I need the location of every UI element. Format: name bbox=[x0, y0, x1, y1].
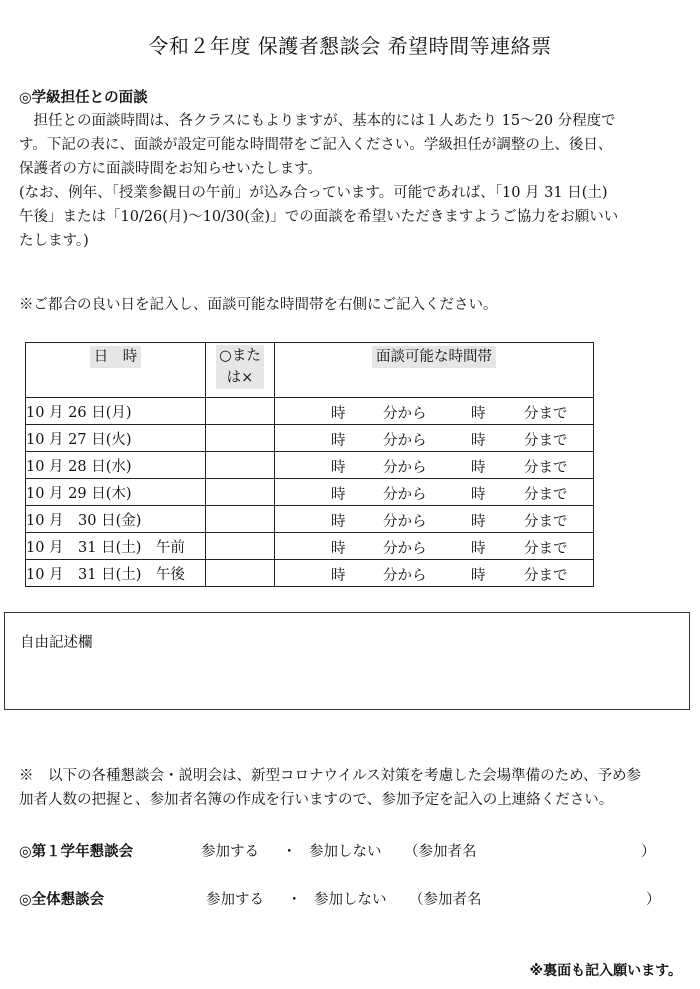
description-line: 保護者の方に面談時間をお知らせいたします。 bbox=[19, 161, 322, 177]
minute-until-label: 分まで bbox=[524, 433, 568, 449]
footer-note: ※裏面も記入願います。 bbox=[529, 963, 682, 979]
minute-until-label: 分まで bbox=[524, 460, 568, 476]
minute-from-label: 分から bbox=[383, 487, 427, 503]
date-cell: 10 月 29 日(木) bbox=[26, 479, 206, 506]
schedule-table bbox=[25, 342, 594, 587]
time-cell[interactable] bbox=[275, 506, 594, 533]
table-row bbox=[26, 479, 594, 506]
hour-from-label: 時 bbox=[331, 460, 346, 476]
time-cell[interactable] bbox=[275, 479, 594, 506]
hour-until-label: 時 bbox=[471, 514, 486, 530]
option-separator: ・ bbox=[282, 844, 297, 860]
free-description-label: 自由記述欄 bbox=[20, 635, 93, 651]
description-line: 担任との面談時間は、各クラスにもよりますが、基本的には１人あたり 15〜20 分程度で bbox=[19, 113, 616, 129]
minute-until-label: 分まで bbox=[524, 406, 568, 422]
time-cell[interactable] bbox=[275, 398, 594, 425]
event-name: ◎全体懇談会 bbox=[19, 892, 105, 908]
minute-until-label: 分まで bbox=[524, 541, 568, 557]
hour-until-label: 時 bbox=[471, 460, 486, 476]
table-row bbox=[26, 560, 594, 587]
minute-from-label: 分から bbox=[383, 433, 427, 449]
hour-from-label: 時 bbox=[331, 406, 346, 422]
option-separator: ・ bbox=[287, 892, 302, 908]
minute-until-label: 分まで bbox=[524, 568, 568, 584]
date-cell: 10 月 31 日(土) 午前 bbox=[26, 533, 206, 560]
date-cell: 10 月 31 日(土) 午後 bbox=[26, 560, 206, 587]
hour-until-label: 時 bbox=[471, 433, 486, 449]
minute-from-label: 分から bbox=[383, 406, 427, 422]
header-date bbox=[26, 343, 206, 398]
minute-from-label: 分から bbox=[383, 568, 427, 584]
date-cell: 10 月 30 日(金) bbox=[26, 506, 206, 533]
date-cell: 10 月 28 日(水) bbox=[26, 452, 206, 479]
hour-until-label: 時 bbox=[471, 541, 486, 557]
page-title: 令和２年度 保護者懇談会 希望時間等連絡票 bbox=[148, 34, 552, 58]
mark-cell[interactable] bbox=[206, 398, 275, 425]
header-date-label: 日 時 bbox=[90, 346, 142, 368]
header-time bbox=[275, 343, 594, 398]
notice-line: 加者人数の把握と、参加者名簿の作成を行いますので、参加予定を記入の上連絡ください。 bbox=[19, 792, 614, 808]
header-mark bbox=[206, 343, 275, 398]
hour-from-label: 時 bbox=[331, 487, 346, 503]
free-description-box[interactable] bbox=[4, 612, 690, 710]
attend-option[interactable]: 参加する bbox=[206, 892, 264, 908]
date-cell: 10 月 27 日(火) bbox=[26, 425, 206, 452]
header-mark-line1: ○また bbox=[219, 348, 261, 364]
hour-from-label: 時 bbox=[331, 541, 346, 557]
event-name: ◎第１学年懇談会 bbox=[19, 844, 134, 860]
section-heading-interview: ◎学級担任との面談 bbox=[19, 90, 148, 106]
hour-from-label: 時 bbox=[331, 568, 346, 584]
mark-cell[interactable] bbox=[206, 506, 275, 533]
time-cell[interactable] bbox=[275, 533, 594, 560]
hour-until-label: 時 bbox=[471, 568, 486, 584]
header-mark-label bbox=[216, 345, 264, 389]
description-line: たします。) bbox=[19, 233, 89, 249]
minute-until-label: 分まで bbox=[524, 487, 568, 503]
date-cell: 10 月 26 日(月) bbox=[26, 398, 206, 425]
table-row bbox=[26, 506, 594, 533]
hour-until-label: 時 bbox=[471, 406, 486, 422]
header-time-label: 面談可能な時間帯 bbox=[372, 346, 496, 368]
time-cell[interactable] bbox=[275, 452, 594, 479]
participant-close-paren: ） bbox=[646, 892, 661, 908]
instruction-text: ※ご都合の良い日を記入し、面談可能な時間帯を右側にご記入ください。 bbox=[19, 297, 498, 313]
notice-text bbox=[19, 764, 681, 812]
description-line: (なお、例年、「授業参観日の午前」が込み合っています。可能であれば、「10 月 31 日(土) bbox=[19, 185, 608, 201]
mark-cell[interactable] bbox=[206, 452, 275, 479]
table-row bbox=[26, 398, 594, 425]
minute-from-label: 分から bbox=[383, 541, 427, 557]
table-row bbox=[26, 452, 594, 479]
hour-from-label: 時 bbox=[331, 514, 346, 530]
table-row bbox=[26, 533, 594, 560]
time-cell[interactable] bbox=[275, 560, 594, 587]
time-cell[interactable] bbox=[275, 425, 594, 452]
header-mark-line2: は× bbox=[226, 370, 254, 386]
participant-name-label: （参加者名 bbox=[404, 844, 477, 860]
decline-option[interactable]: 参加しない bbox=[314, 892, 387, 908]
participant-name-label: （参加者名 bbox=[409, 892, 482, 908]
participant-close-paren: ） bbox=[641, 844, 656, 860]
minute-from-label: 分から bbox=[383, 514, 427, 530]
table-row bbox=[26, 425, 594, 452]
mark-cell[interactable] bbox=[206, 479, 275, 506]
hour-until-label: 時 bbox=[471, 487, 486, 503]
interview-description bbox=[19, 109, 681, 253]
table-header-row bbox=[26, 343, 594, 398]
decline-option[interactable]: 参加しない bbox=[309, 844, 382, 860]
description-line: す。下記の表に、面談が設定可能な時間帯をご記入ください。学級担任が調整の上、後日、 bbox=[19, 137, 613, 153]
minute-until-label: 分まで bbox=[524, 514, 568, 530]
attend-option[interactable]: 参加する bbox=[201, 844, 259, 860]
hour-from-label: 時 bbox=[331, 433, 346, 449]
description-line: 午後」または「10/26(月)〜10/30(金)」での面談を希望いただきますようご協力をお願いい bbox=[19, 209, 619, 225]
notice-line: ※ 以下の各種懇談会・説明会は、新型コロナウイルス対策を考慮した会場準備のため、予め参 bbox=[19, 768, 642, 784]
mark-cell[interactable] bbox=[206, 560, 275, 587]
mark-cell[interactable] bbox=[206, 533, 275, 560]
mark-cell[interactable] bbox=[206, 425, 275, 452]
minute-from-label: 分から bbox=[383, 460, 427, 476]
